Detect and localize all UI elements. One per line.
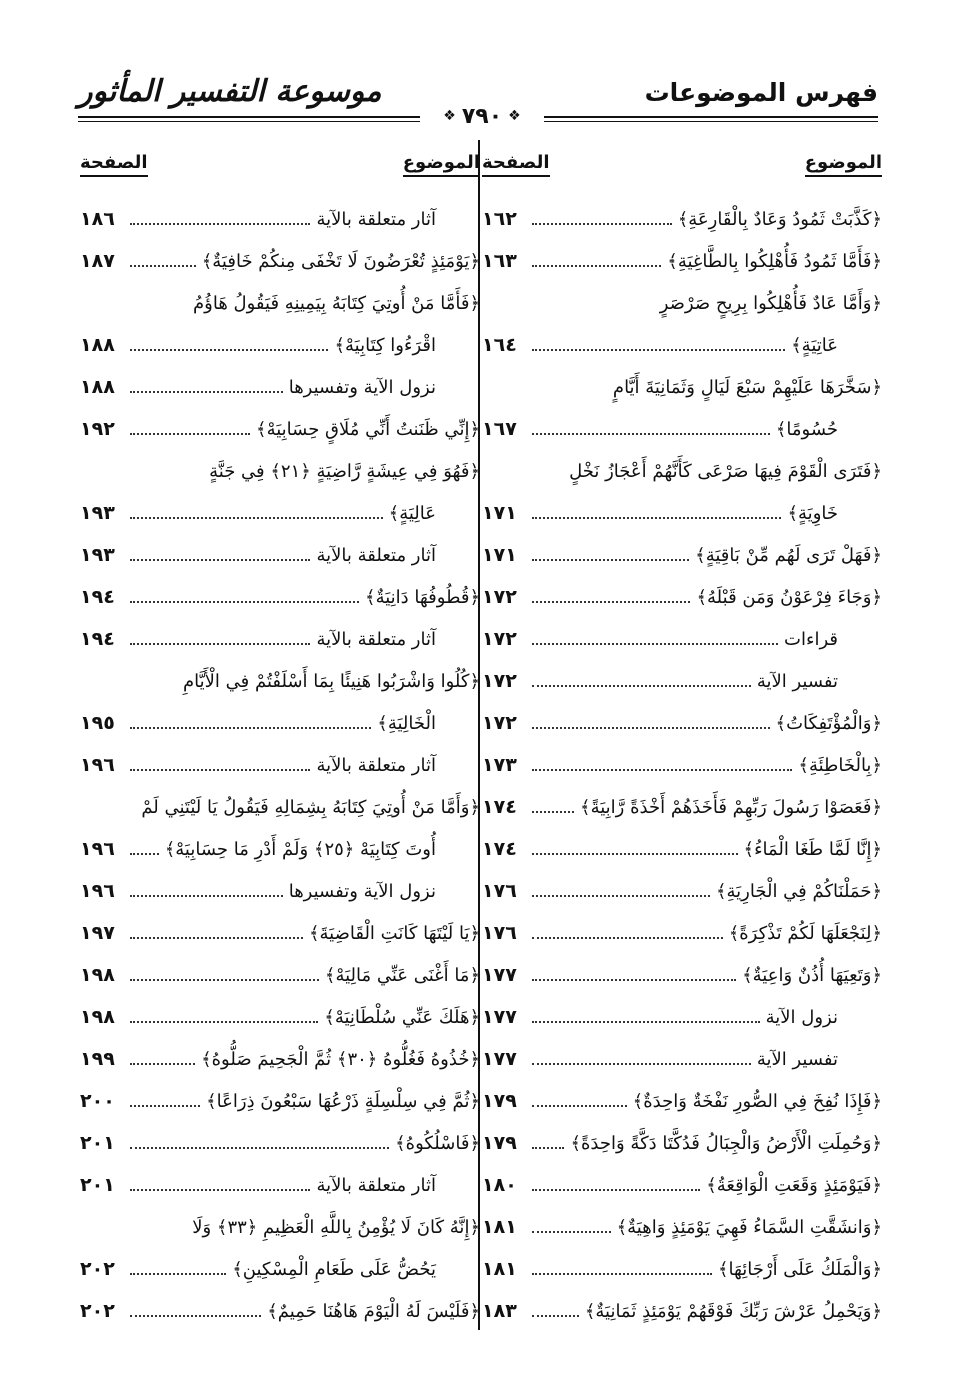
entry-page-number: ١٨٦ <box>80 208 115 230</box>
toc-entry <box>482 240 882 282</box>
dot-leader <box>130 759 310 771</box>
entry-title: ﴿يَا لَيْتَهَا كَانَتِ الْقَاضِيَةَ﴾ <box>308 922 480 944</box>
entry-page-number: ١٧٩ <box>482 1132 517 1154</box>
dot-leader <box>532 213 672 225</box>
entry-page-number: ١٩٢ <box>80 418 115 440</box>
entry-page-number: ١٨٨ <box>80 334 115 356</box>
dot-leader <box>130 381 283 393</box>
entry-page-number: ٢٠٢ <box>80 1300 115 1322</box>
entry-page-number: ١٧٢ <box>482 712 517 734</box>
toc-entry <box>482 954 882 996</box>
toc-entry <box>482 408 882 450</box>
entry-page-number: ١٧٤ <box>482 838 517 860</box>
dot-leader <box>532 675 751 687</box>
entry-page-number: ١٦٢ <box>482 208 517 230</box>
entry-title: ﴿فَاسْلُكُوهُ﴾ <box>395 1132 480 1154</box>
toc-entry <box>80 1038 480 1080</box>
toc-entry <box>482 702 882 744</box>
page-number: ٧٩٠ <box>461 103 503 129</box>
dot-leader <box>532 1095 627 1107</box>
entry-title: آثار متعلقة بالآية <box>316 544 436 566</box>
entry-title: ﴿مَا أَغْنَى عَنِّي مَالِيَهْ﴾ <box>324 964 480 986</box>
toc-entry <box>80 534 480 576</box>
toc-entry <box>80 1290 480 1332</box>
entry-title: الْخَالِيَةِ﴾ <box>377 712 436 734</box>
dot-leader <box>130 717 371 729</box>
entry-page-number: ١٩٨ <box>80 1006 115 1028</box>
entry-title: ﴿قُطُوفُهَا دَانِيَةٌ﴾ <box>365 586 480 608</box>
toc-entry <box>80 618 480 660</box>
entry-title: ﴿فَأَمَّا ثَمُودُ فَأُهْلِكُوا بِالطَّاغِيَةِ﴾ <box>667 250 882 272</box>
dot-leader <box>532 969 736 981</box>
toc-entry <box>80 366 480 408</box>
toc-entry <box>482 1080 882 1122</box>
entry-page-number: ١٧٧ <box>482 1006 517 1028</box>
toc-list <box>482 198 882 1332</box>
dot-leader <box>532 1263 712 1275</box>
entry-title: قراءات <box>784 628 838 650</box>
entry-title: ﴿وَانشَقَّتِ السَّمَاءُ فَهِيَ يَوْمَئِذٍ وَاهِيَةٌ﴾ <box>616 1216 882 1238</box>
ornament-icon: ❖ <box>508 108 521 124</box>
toc-entry <box>482 870 882 912</box>
entry-title: ﴿وَالْمَلَكُ عَلَى أَرْجَائِهَا﴾ <box>717 1258 882 1280</box>
entry-page-number: ١٦٧ <box>482 418 517 440</box>
entry-title: ﴿وَتَعِيَهَا أُذُنٌ وَاعِيَةٌ﴾ <box>742 964 882 986</box>
entry-page-number: ١٨٧ <box>80 250 115 272</box>
toc-entry <box>80 492 480 534</box>
entry-title: ﴿فَتَرَى الْقَوْمَ فِيهَا صَرْعَى كَأَنَّهُمْ أَعْجَازُ نَخْلٍ <box>569 460 882 482</box>
entry-page-number: ٢٠٠ <box>80 1090 115 1112</box>
dot-leader <box>130 213 310 225</box>
toc-entry <box>80 408 480 450</box>
entry-page-number: ١٩٤ <box>80 628 115 650</box>
toc-entry <box>80 660 480 702</box>
toc-entry <box>80 870 480 912</box>
entry-title: آثار متعلقة بالآية <box>316 208 436 230</box>
entry-title: تفسير الآية <box>756 1048 838 1070</box>
entry-title: ﴿هَلَكَ عَنِّي سُلْطَانِيَهْ﴾ <box>324 1006 480 1028</box>
column-header <box>482 146 882 188</box>
dot-leader <box>532 759 792 771</box>
dot-leader <box>532 927 723 939</box>
entry-page-number: ٢٠٢ <box>80 1258 115 1280</box>
dot-leader <box>532 591 690 603</box>
toc-entry <box>482 1038 882 1080</box>
toc-entry <box>482 366 882 408</box>
entry-page-number: ١٩٦ <box>80 838 115 860</box>
dot-leader <box>532 1011 760 1023</box>
entry-title: تفسير الآية <box>756 670 838 692</box>
entry-page-number: ١٩٦ <box>80 880 115 902</box>
entry-page-number: ١٦٣ <box>482 250 517 272</box>
toc-entry <box>80 576 480 618</box>
dot-leader <box>532 801 574 813</box>
entry-title: ﴿خُذُوهُ فَغُلُّوهُ ﴿٣٠﴾ ثُمَّ الْجَحِيمَ صَلُّوهُ﴾ <box>201 1048 480 1070</box>
entry-title: نزول الآية وتفسيرها <box>288 376 436 398</box>
entry-page-number: ١٩٣ <box>80 502 115 524</box>
entry-title: ﴿فَيَوْمَئِذٍ وَقَعَتِ الْوَاقِعَةُ﴾ <box>706 1174 882 1196</box>
entry-title: ﴿وَحُمِلَتِ الْأَرْضُ وَالْجِبَالُ فَدُكَّتَا دَكَّةً وَاحِدَةً﴾ <box>570 1132 882 1154</box>
entry-page-number: ١٧٢ <box>482 628 517 650</box>
entry-title: ﴿وَجَاءَ فِرْعَوْنُ وَمَن قَبْلَهُ﴾ <box>696 586 882 608</box>
entry-title: ﴿وَالْمُؤْتَفِكَاتُ﴾ <box>775 712 882 734</box>
entry-page-number: ١٧١ <box>482 502 517 524</box>
entry-page-number: ٢٠١ <box>80 1132 115 1154</box>
entry-page-number: ١٨١ <box>482 1216 517 1238</box>
toc-entry <box>80 1122 480 1164</box>
dot-leader <box>130 927 303 939</box>
toc-entry <box>482 618 882 660</box>
entry-title: يَحُضُّ عَلَى طَعَامِ الْمِسْكِينِ﴾ <box>232 1258 436 1280</box>
entry-title: ﴿كُلُوا وَاشْرَبُوا هَنِيئًا بِمَا أَسْلَفْتُمْ فِي الْأَيَّامِ <box>183 670 480 692</box>
entry-title: نزول الآية وتفسيرها <box>288 880 436 902</box>
toc-entry <box>482 786 882 828</box>
entry-page-number: ١٧٢ <box>482 670 517 692</box>
dot-leader <box>532 633 778 645</box>
toc-entry <box>80 744 480 786</box>
toc-entry <box>482 1248 882 1290</box>
entry-title: آثار متعلقة بالآية <box>316 1174 436 1196</box>
entry-title: ﴿فَإِذَا نُفِخَ فِي الصُّورِ نَفْخَةٌ وَاحِدَةٌ﴾ <box>632 1090 882 1112</box>
entry-title: ﴿كَذَّبَتْ ثَمُودُ وَعَادٌ بِالْقَارِعَةِ﴾ <box>677 208 882 230</box>
book-title: موسوعة التفسير المأثور <box>78 74 382 109</box>
dot-leader <box>532 339 785 351</box>
page-header-label: الصفحة <box>482 152 550 177</box>
entry-title: ﴿يَوْمَئِذٍ تُعْرَضُونَ لَا تَخْفَى مِنكُمْ خَافِيَةٌ﴾ <box>201 250 480 272</box>
entry-page-number: ١٨١ <box>482 1258 517 1280</box>
entry-title: ﴿فَلَيْسَ لَهُ الْيَوْمَ هَاهُنَا حَمِيمٌ﴾ <box>267 1300 480 1322</box>
entry-page-number: ١٩٥ <box>80 712 115 734</box>
dot-leader <box>532 885 710 897</box>
page-header <box>78 74 878 129</box>
entry-title: اقْرَءُوا كِتَابِيَهْ﴾ <box>334 334 436 356</box>
dot-leader <box>130 885 283 897</box>
toc-entry <box>482 912 882 954</box>
dot-leader <box>532 549 689 561</box>
entry-title: ﴿إِنِّي ظَنَنتُ أَنِّي مُلَاقٍ حِسَابِيَهْ﴾ <box>256 418 480 440</box>
dot-leader <box>130 1053 195 1065</box>
toc-entry <box>80 282 480 324</box>
toc-entry <box>482 534 882 576</box>
entry-title: ﴿لِنَجْعَلَهَا لَكُمْ تَذْكِرَةً﴾ <box>728 922 882 944</box>
entry-title: آثار متعلقة بالآية <box>316 754 436 776</box>
dot-leader <box>532 1221 611 1233</box>
dot-leader <box>532 255 661 267</box>
toc-entry <box>482 744 882 786</box>
toc-entry <box>482 492 882 534</box>
entry-title: ﴿فَهُوَ فِي عِيشَةٍ رَّاضِيَةٍ ﴿٢١﴾ فِي جَنَّةٍ <box>209 460 480 482</box>
dot-leader <box>130 633 310 645</box>
toc-entry <box>80 198 480 240</box>
toc-entry <box>482 660 882 702</box>
entry-page-number: ٢٠١ <box>80 1174 115 1196</box>
toc-entry <box>482 1290 882 1332</box>
entry-title: ﴿إِنَّا لَمَّا طَغَا الْمَاءُ﴾ <box>743 838 882 860</box>
toc-entry <box>80 912 480 954</box>
toc-entry <box>482 282 882 324</box>
entry-title: خَاوِيَةٍ﴾ <box>787 502 838 524</box>
entry-page-number: ١٩٧ <box>80 922 115 944</box>
toc-entry <box>80 1206 480 1248</box>
dot-leader <box>130 339 328 351</box>
toc-entry <box>80 450 480 492</box>
dot-leader <box>130 507 383 519</box>
entry-page-number: ١٨٨ <box>80 376 115 398</box>
entry-title: ﴿فَعَصَوْا رَسُولَ رَبِّهِمْ فَأَخَذَهُمْ أَخْذَةً رَّابِيَةً﴾ <box>580 796 882 818</box>
entry-title: نزول الآية <box>765 1006 838 1028</box>
toc-entry <box>80 240 480 282</box>
dot-leader <box>532 717 770 729</box>
dot-leader <box>532 1053 751 1065</box>
dot-leader <box>532 1137 564 1149</box>
toc-entry <box>482 1122 882 1164</box>
dot-leader <box>532 843 738 855</box>
entry-title: ﴿فَهَلْ تَرَى لَهُم مِّنْ بَاقِيَةٍ﴾ <box>695 544 882 566</box>
entry-page-number: ١٧٧ <box>482 964 517 986</box>
dot-leader <box>130 591 359 603</box>
entry-page-number: ١٩٨ <box>80 964 115 986</box>
dot-leader <box>130 969 319 981</box>
entry-page-number: ١٩٦ <box>80 754 115 776</box>
entry-page-number: ١٨٠ <box>482 1174 517 1196</box>
toc-entry <box>80 786 480 828</box>
entry-title: ﴿فَأَمَّا مَنْ أُوتِيَ كِتَابَهُ بِيَمِينِهِ فَيَقُولُ هَاؤُمُ <box>193 292 480 314</box>
dot-leader <box>532 507 781 519</box>
entry-page-number: ١٧٩ <box>482 1090 517 1112</box>
toc-entry <box>80 828 480 870</box>
entry-page-number: ١٩٤ <box>80 586 115 608</box>
entry-page-number: ١٦٤ <box>482 334 517 356</box>
ornament-icon: ❖ <box>443 108 456 124</box>
dot-leader <box>532 423 770 435</box>
entry-title: آثار متعلقة بالآية <box>316 628 436 650</box>
toc-entry <box>482 1164 882 1206</box>
toc-entry <box>80 996 480 1038</box>
toc-entry <box>482 324 882 366</box>
entry-title: ﴿ثُمَّ فِي سِلْسِلَةٍ ذَرْعُهَا سَبْعُونَ ذِرَاعًا﴾ <box>206 1090 480 1112</box>
entry-page-number: ١٧٢ <box>482 586 517 608</box>
entry-title: أُوتَ كِتَابِيَهْ ﴿٢٥﴾ وَلَمْ أَدْرِ مَا حِسَابِيَهْ﴾ <box>164 838 436 860</box>
entry-title: ﴿وَأَمَّا مَنْ أُوتِيَ كِتَابَهُ بِشِمَالِهِ فَيَقُولُ يَا لَيْتَنِي لَمْ <box>141 796 480 818</box>
entry-title: ﴿حَمَلْنَاكُمْ فِي الْجَارِيَةِ﴾ <box>715 880 882 902</box>
entry-page-number: ١٧٦ <box>482 922 517 944</box>
entry-title: ﴿إِنَّهُ كَانَ لَا يُؤْمِنُ بِاللَّهِ الْعَظِيمِ ﴿٣٣﴾ وَلَا <box>192 1216 480 1238</box>
dot-leader <box>130 549 310 561</box>
toc-entry <box>482 450 882 492</box>
dot-leader <box>130 1137 389 1149</box>
entry-page-number: ١٧٣ <box>482 754 517 776</box>
toc-entry <box>80 702 480 744</box>
toc-entry <box>80 1164 480 1206</box>
dot-leader <box>130 423 250 435</box>
topic-header: الموضوع <box>403 152 480 177</box>
entry-page-number: ١٨٣ <box>482 1300 517 1322</box>
entry-page-number: ١٧٤ <box>482 796 517 818</box>
toc-entry <box>482 828 882 870</box>
toc-entry <box>482 198 882 240</box>
toc-entry <box>482 996 882 1038</box>
toc-entry <box>482 1206 882 1248</box>
dot-leader <box>130 1263 226 1275</box>
dot-leader <box>532 1305 579 1317</box>
page-header-label: الصفحة <box>80 152 148 177</box>
page-number-box <box>420 104 544 128</box>
dot-leader <box>130 843 159 855</box>
toc-entry <box>80 1248 480 1290</box>
entry-title: ﴿بِالْخَاطِئَةِ﴾ <box>798 754 882 776</box>
index-title: فهرس الموضوعات <box>644 78 878 107</box>
dot-leader <box>130 1011 318 1023</box>
entry-page-number: ١٧٦ <box>482 880 517 902</box>
entry-title: ﴿وَيَحْمِلُ عَرْشَ رَبِّكَ فَوْقَهُمْ يَوْمَئِذٍ ثَمَانِيَةٌ﴾ <box>584 1300 882 1322</box>
toc-entry <box>482 576 882 618</box>
toc-entry <box>80 954 480 996</box>
toc-list <box>80 198 480 1332</box>
dot-leader <box>130 1305 261 1317</box>
entry-title: عَاتِيَةٍ﴾ <box>791 334 838 356</box>
toc-column-left <box>80 146 480 1332</box>
entry-title: ﴿سَخَّرَهَا عَلَيْهِمْ سَبْعَ لَيَالٍ وَثَمَانِيَةَ أَيَّامٍ <box>612 376 882 398</box>
toc-entry <box>80 324 480 366</box>
entry-title: حُسُومًا﴾ <box>775 418 838 440</box>
topic-header: الموضوع <box>805 152 882 177</box>
entry-page-number: ١٩٩ <box>80 1048 115 1070</box>
entry-title: ﴿وَأَمَّا عَادٌ فَأُهْلِكُوا بِرِيحٍ صَرْصَرٍ <box>659 292 882 314</box>
dot-leader <box>130 255 196 267</box>
entry-page-number: ١٩٣ <box>80 544 115 566</box>
entry-title: عَالِيَةٍ﴾ <box>388 502 436 524</box>
toc-column-right <box>482 146 882 1332</box>
dot-leader <box>130 1179 310 1191</box>
toc-entry <box>80 1080 480 1122</box>
dot-leader <box>130 1095 200 1107</box>
entry-page-number: ١٧٧ <box>482 1048 517 1070</box>
dot-leader <box>532 1179 700 1191</box>
entry-page-number: ١٧١ <box>482 544 517 566</box>
column-header <box>80 146 480 188</box>
